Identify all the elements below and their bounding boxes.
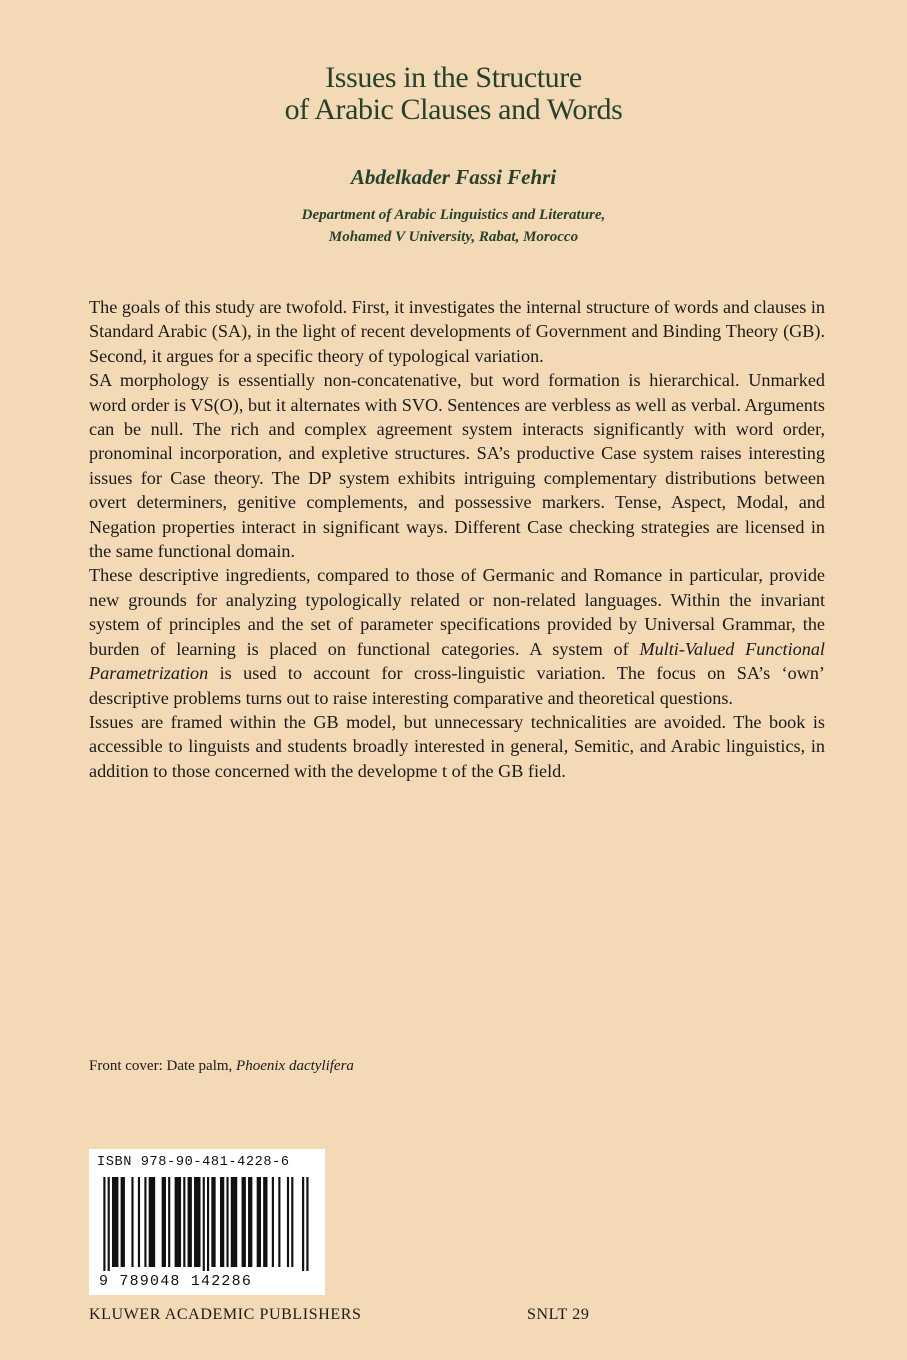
barcode-bar	[242, 1177, 246, 1267]
barcode-bar	[131, 1177, 133, 1267]
blurb-paragraph-3-end: is used to account for cross-linguistic variation. The focus on SA’s ‘own’ descriptive problems turns out to raise interesting comparative and theoretical questions.	[89, 663, 825, 708]
barcode-digits: 9 789048 142286	[99, 1273, 253, 1290]
blurb-emphasis: Multi-Valued Functional Parametrization	[89, 638, 825, 684]
book-title-line-1: Issues in the Structure	[325, 61, 582, 94]
barcode-bar	[207, 1177, 209, 1271]
book-title-line-2: of Arabic Clauses and Words	[284, 93, 623, 126]
blurb-paragraph-4: Issues are framed within the GB model, but unnecessary technicalities are avoided. The book is accessible to linguists and students broadly interested in general, Semitic, and Arabic linguistics, in addition to those concerned with the developme t of the GB field.	[89, 711, 825, 781]
barcode-bar	[226, 1177, 228, 1267]
cover-credit-label: Front cover: Date palm,	[89, 1058, 237, 1074]
barcode-bar	[188, 1177, 192, 1267]
barcode-bar	[278, 1177, 280, 1267]
barcode-bar	[306, 1177, 308, 1271]
barcode-bar	[248, 1177, 252, 1267]
barcode-bar	[149, 1177, 155, 1267]
book-title	[0, 62, 907, 126]
barcode-bar	[138, 1177, 140, 1267]
barcode-bar	[194, 1177, 200, 1267]
barcode-bar	[162, 1177, 166, 1267]
affiliation-line-2: Mohamed V University, Rabat, Morocco	[328, 229, 579, 245]
barcode-bar	[175, 1177, 181, 1267]
blurb-paragraph-3	[89, 563, 825, 709]
barcode-bar	[257, 1177, 261, 1267]
barcode-bar	[168, 1177, 170, 1267]
author-name: Abdelkader Fassi Fehri	[350, 165, 557, 189]
barcode-bar	[108, 1177, 110, 1271]
barcode-bar	[103, 1177, 105, 1271]
barcode-bar	[287, 1177, 289, 1267]
blurb-paragraph-2: SA morphology is essentially non-concatenative, but word formation is hierarchical. Unmarked word order is VS(O), but it alternates with SVO. Sentences are verbless as well as verbal. Arguments can be null. The rich and complex agreement system interacts significantly with word order, pronominal incorporation, and expletive structures. SA’s productive Case system raises interesting issues for Case theory. The DP system exhibits intriguing complementary distributions between overt determiners, genitive complements, and possessive markers. Tense, Aspect, Modal, and Negation properties interact in significant ways. Different Case checking strategies are licensed in the same functional domain.	[89, 370, 825, 562]
barcode-bar	[302, 1177, 304, 1271]
barcode-bar	[121, 1177, 125, 1267]
cover-credit	[89, 1058, 354, 1075]
barcode-bars	[99, 1177, 315, 1271]
barcode-bar	[112, 1177, 118, 1267]
publisher-name: KLUWER ACADEMIC PUBLISHERS	[89, 1306, 362, 1323]
isbn-text: ISBN 978-90-481-4228-6	[97, 1155, 290, 1170]
barcode-bar	[203, 1177, 205, 1271]
isbn-barcode	[89, 1149, 325, 1295]
barcode-bar	[183, 1177, 185, 1267]
barcode-bar	[144, 1177, 146, 1267]
blurb-paragraph-3-start: These descriptive ingredients, compared to those of Germanic and Romance in particular, provide new grounds for analyzing typologically related or non-related languages. Within the invariant system of principles and the set of parameter specifications provided by Universal Grammar, the burden of learning is placed on functional categories. A system of	[89, 565, 825, 659]
cover-credit-species: Phoenix dactylifera	[236, 1058, 354, 1074]
barcode-bar	[272, 1177, 274, 1267]
blurb-paragraph-1: The goals of this study are twofold. First, it investigates the internal structure of words and clauses in Standard Arabic (SA), in the light of recent developments of Government and Binding Theory (GB). Second, it argues for a specific theory of typological variation.	[89, 297, 825, 366]
series-number: SNLT 29	[527, 1306, 590, 1323]
barcode-bar	[231, 1177, 237, 1267]
blurb	[89, 295, 825, 783]
barcode-bar	[291, 1177, 293, 1267]
affiliation-line-1: Department of Arabic Linguistics and Literature,	[301, 207, 606, 223]
barcode-bar	[211, 1177, 215, 1267]
author-affiliation	[0, 204, 907, 248]
barcode-bar	[263, 1177, 267, 1267]
barcode-bar	[220, 1177, 224, 1267]
